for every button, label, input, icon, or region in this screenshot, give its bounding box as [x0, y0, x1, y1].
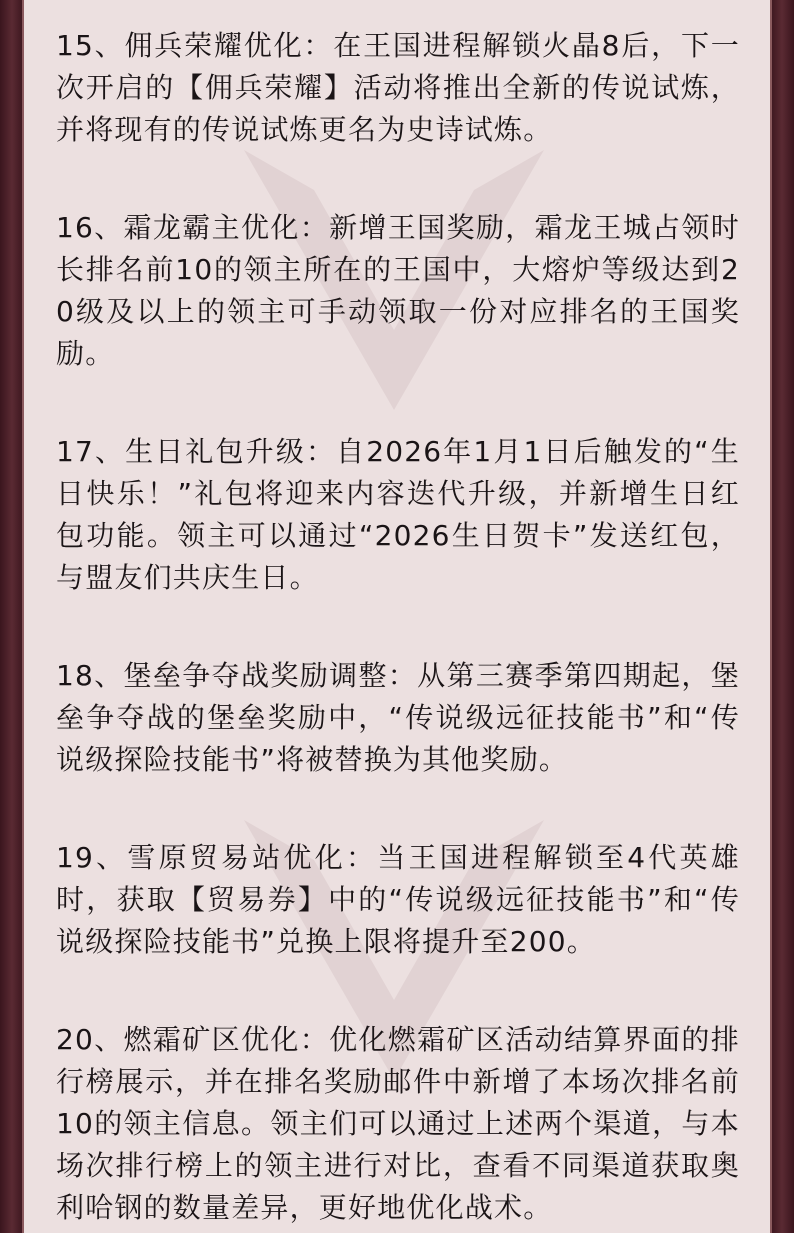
update-note-18: 18、堡垒争夺战奖励调整：从第三赛季第四期起，堡垒争夺战的堡垒奖励中，“传说级远征技能书”和“传说级探险技能书”将被替换为其他奖励。 [56, 659, 740, 776]
update-notes-list [56, 25, 740, 1229]
update-note-19: 19、雪原贸易站优化：当王国进程解锁至4代英雄时，获取【贸易券】中的“传说级远征技能书”和“传说级探险技能书”兑换上限将提升至200。 [56, 841, 740, 958]
update-note-17: 17、生日礼包升级：自2026年1月1日后触发的“生日快乐！”礼包将迎来内容迭代升级，并新增生日红包功能。领主可以通过“2026生日贺卡”发送红包，与盟友们共庆生日。 [56, 435, 740, 594]
notice-paper [24, 0, 770, 1233]
left-frame-border [0, 0, 24, 1233]
update-note-15: 15、佣兵荣耀优化：在王国进程解锁火晶8后，下一次开启的【佣兵荣耀】活动将推出全新的传说试炼，并将现有的传说试炼更名为史诗试炼。 [56, 29, 740, 146]
update-note-20: 20、燃霜矿区优化：优化燃霜矿区活动结算界面的排行榜展示，并在排名奖励邮件中新增了本场次排名前10的领主信息。领主们可以通过上述两个渠道，与本场次排行榜上的领主进行对比，查看不同渠道获取奥利哈钢的数量差异，更好地优化战术。 [56, 1023, 740, 1224]
right-frame-border [770, 0, 794, 1233]
update-note-16: 16、霜龙霸主优化：新增王国奖励，霜龙王城占领时长排名前10的领主所在的王国中，大熔炉等级达到20级及以上的领主可手动领取一份对应排名的王国奖励。 [56, 211, 740, 370]
